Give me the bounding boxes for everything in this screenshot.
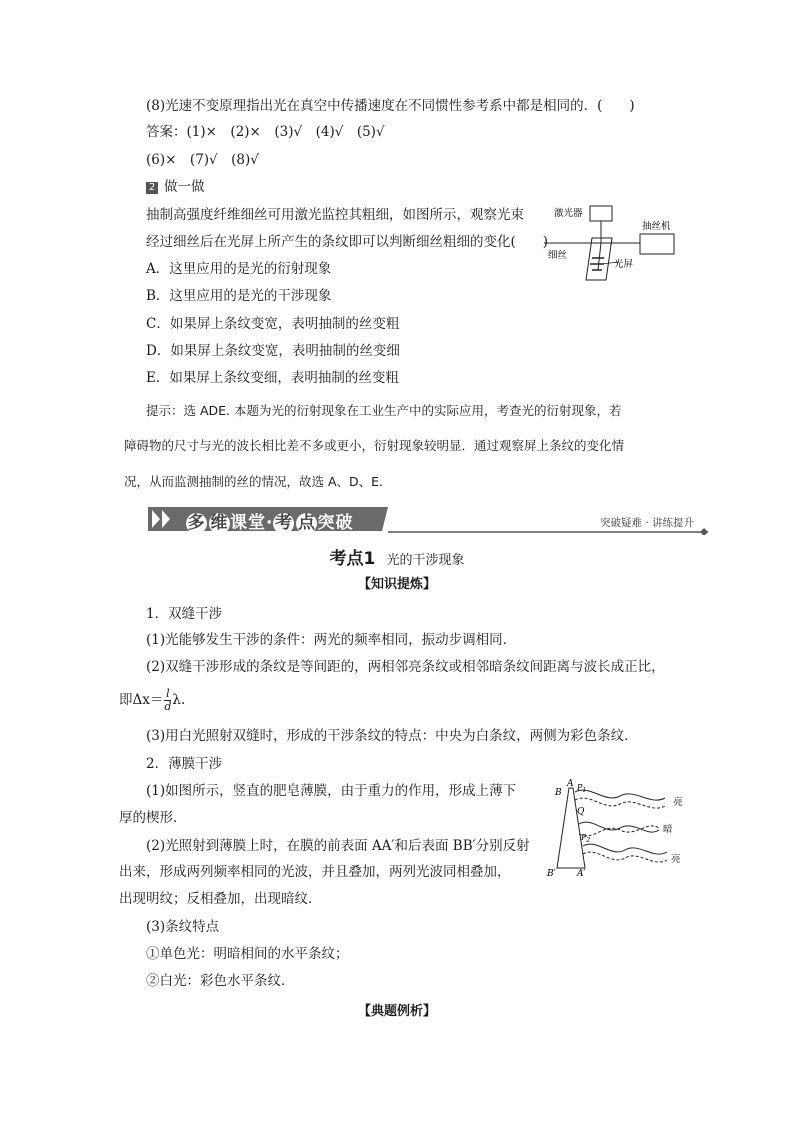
question-8: (8)光速不变原理指出光在真空中传播速度在不同惯性参考系中都是相同的．( ) bbox=[146, 98, 635, 114]
wire-label: 细丝 bbox=[548, 250, 568, 261]
banner-title-dot: · bbox=[266, 513, 274, 533]
label-b: B bbox=[555, 788, 562, 798]
hint-line-2: 障碍物的尺寸与光的波长相比差不多或更小，衍射现象较明显．通过观察屏上条纹的变化情 bbox=[124, 438, 625, 453]
banner-title bbox=[186, 508, 353, 534]
drawer-label: 抽丝机 bbox=[642, 221, 671, 232]
label-dark: 暗 bbox=[663, 824, 673, 835]
zhishi-heading: 【知识提炼】 bbox=[357, 577, 436, 592]
option-d: D．如果屏上条纹变宽，表明抽制的丝变细 bbox=[146, 343, 400, 359]
banner-title-part: 课堂 bbox=[230, 513, 266, 533]
s1-title: 1．双缝干涉 bbox=[146, 606, 223, 622]
s1-p3: (3)用白光照射双缝时，形成的干涉条纹的特点：中央为白条纹，两侧为彩色条纹． bbox=[146, 728, 638, 744]
label-bright-2: 亮 bbox=[671, 854, 681, 865]
s2-p3: (3)条纹特点 bbox=[146, 919, 220, 935]
label-p2: $P_2$ bbox=[581, 833, 591, 844]
s2-p1a: (1)如图所示，竖直的肥皂薄膜，由于重力的作用，形成上薄下 bbox=[146, 783, 517, 799]
banner-title-circle-2: 维 bbox=[210, 513, 229, 533]
answer-line-1: 答案：(1)× (2)× (3)√ (4)√ (5)√ bbox=[146, 124, 385, 140]
banner-title-circle-4: 点 bbox=[297, 513, 316, 533]
banner-title-end: 突破 bbox=[317, 513, 354, 533]
s1-p1: (1)光能够发生干涉的条件：两光的频率相同，振动步调相同． bbox=[146, 632, 517, 648]
label-q: Q bbox=[577, 807, 585, 817]
s1-p2: (2)双缝干涉形成的条纹是等间距的，两相邻亮条纹或相邻暗条纹间距离与波长成正比， bbox=[146, 659, 665, 675]
formula-prefix: 即Δx＝ bbox=[119, 692, 164, 708]
section-2-heading bbox=[146, 177, 205, 197]
kaodian-heading bbox=[0, 544, 794, 569]
option-b: B．这里应用的是光的干涉现象 bbox=[146, 288, 332, 304]
formula-numerator: l bbox=[166, 687, 170, 700]
banner-title-circle-1: 多 bbox=[187, 513, 206, 533]
question-line-2: 经过细丝后在光屏上所产生的条纹即可以判断细丝粗细的变化( ) bbox=[146, 234, 549, 250]
s2-p2c: 出现明纹；反相叠加，出现暗纹． bbox=[119, 891, 322, 907]
s2-p2a: (2)光照射到薄膜上时，在膜的前表面 AA′和后表面 BB′分别反射 bbox=[146, 838, 530, 854]
label-a-prime: A′ bbox=[577, 869, 586, 878]
kaodian-subtitle: 光的干涉现象 bbox=[386, 553, 465, 568]
formula-suffix: λ. bbox=[172, 692, 186, 708]
hint-line-3: 况，从而监测抽制的丝的情况，故选 A、D、E. bbox=[124, 474, 384, 489]
s1-formula bbox=[119, 688, 185, 713]
kaodian-title: 考点1 bbox=[329, 549, 376, 569]
laser-label: 激光器 bbox=[554, 208, 583, 219]
s2-p3b: ②白光：彩色水平条纹． bbox=[146, 973, 295, 989]
section-2-title: 做一做 bbox=[164, 179, 205, 195]
s2-p3a: ①单色光：明暗相间的水平条纹； bbox=[146, 946, 349, 962]
label-p1: $P_1$ bbox=[577, 783, 587, 794]
number-badge: 2 bbox=[146, 182, 158, 194]
screen-label: 光屏 bbox=[614, 259, 634, 270]
option-a: A．这里应用的是光的衍射现象 bbox=[146, 261, 332, 277]
label-b-prime: B′ bbox=[547, 869, 556, 878]
banner-title-circle-3: 考 bbox=[274, 513, 293, 533]
s2-p2b: 出来，形成两列频率相同的光波，并且叠加，两列光波同相叠加， bbox=[119, 864, 511, 880]
s2-title: 2．薄膜干涉 bbox=[146, 756, 223, 772]
label-a: A bbox=[567, 779, 574, 789]
laser-diagram bbox=[540, 200, 690, 290]
formula-denominator: d bbox=[164, 700, 172, 713]
formula-fraction bbox=[164, 688, 171, 713]
label-bright-1: 亮 bbox=[673, 797, 683, 808]
hint-line-1: 提示：选 ADE. 本题为光的衍射现象在工业生产中的实际应用，考查光的衍射现象，若 bbox=[146, 403, 622, 418]
banner-right-text: 突破疑难 · 讲练提升 bbox=[599, 517, 694, 529]
dianti-heading: 【典题例析】 bbox=[357, 1004, 436, 1019]
question-line-1: 抽制高强度纤维细丝可用激光监控其粗细，如图所示，观察光束 bbox=[146, 207, 524, 223]
answer-line-2: (6)× (7)√ (8)√ bbox=[146, 152, 259, 168]
option-e: E．如果屏上条纹变细，表明抽制的丝变粗 bbox=[146, 370, 399, 386]
option-c: C．如果屏上条纹变宽，表明抽制的丝变粗 bbox=[146, 316, 400, 332]
s2-p1b: 厚的楔形． bbox=[119, 810, 187, 826]
thin-film-diagram bbox=[545, 778, 690, 878]
section-banner bbox=[148, 505, 712, 535]
